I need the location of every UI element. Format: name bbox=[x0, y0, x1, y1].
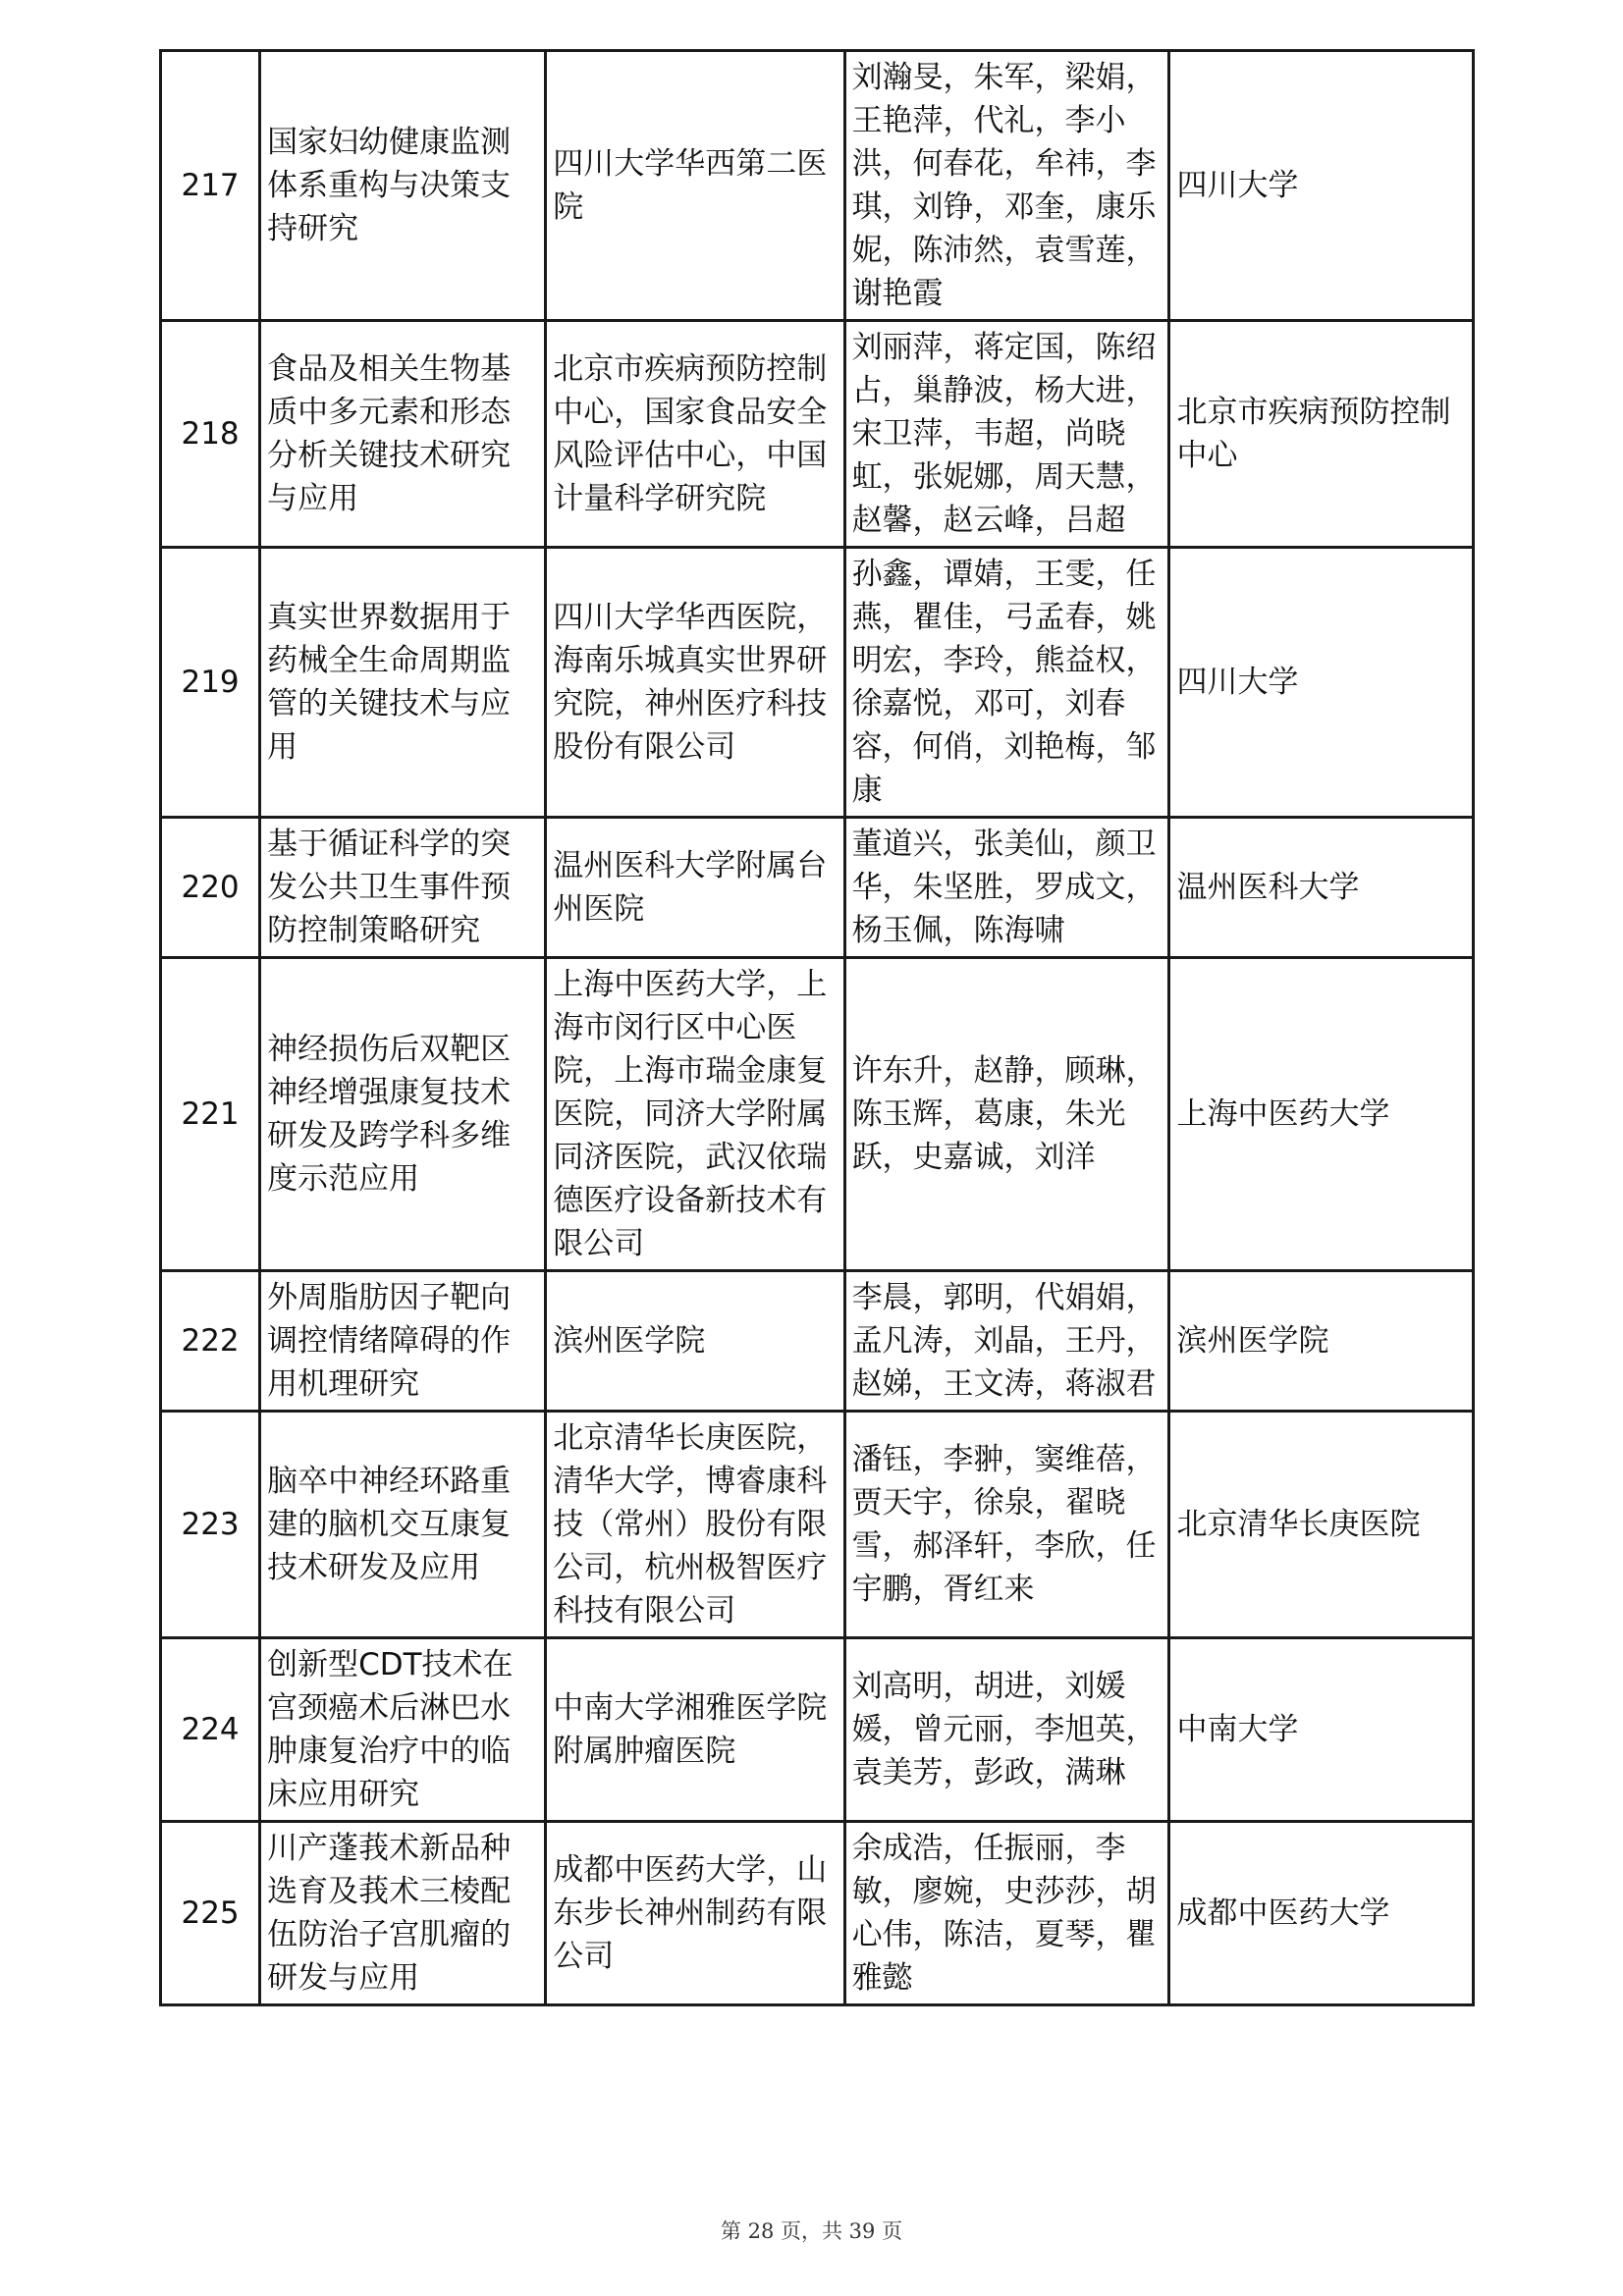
recommending-unit: 滨州医学院 bbox=[1169, 1271, 1474, 1412]
row-number: 221 bbox=[161, 958, 260, 1271]
table-row bbox=[161, 1638, 1474, 1822]
completing-units: 北京市疾病预防控制中心，国家食品安全风险评估中心，中国计量科学研究院 bbox=[546, 321, 844, 548]
row-number: 222 bbox=[161, 1271, 260, 1412]
table-row bbox=[161, 958, 1474, 1271]
table-row bbox=[161, 1412, 1474, 1638]
project-title: 真实世界数据用于药械全生命周期监管的关键技术与应用 bbox=[260, 548, 546, 818]
table-row bbox=[161, 321, 1474, 548]
project-title: 神经损伤后双靶区神经增强康复技术研发及跨学科多维度示范应用 bbox=[260, 958, 546, 1271]
recommending-unit: 成都中医药大学 bbox=[1169, 1822, 1474, 2005]
recommending-unit: 北京清华长庚医院 bbox=[1169, 1412, 1474, 1638]
award-table-body bbox=[161, 51, 1474, 2005]
row-number: 218 bbox=[161, 321, 260, 548]
row-number: 225 bbox=[161, 1822, 260, 2005]
recommending-unit: 上海中医药大学 bbox=[1169, 958, 1474, 1271]
completing-units: 中南大学湘雅医学院附属肿瘤医院 bbox=[546, 1638, 844, 1822]
award-table bbox=[159, 49, 1475, 2006]
recommending-unit: 温州医科大学 bbox=[1169, 818, 1474, 958]
recommending-unit: 北京市疾病预防控制中心 bbox=[1169, 321, 1474, 548]
page-footer: 第 28 页，共 39 页 bbox=[720, 2219, 903, 2243]
completing-people: 许东升，赵静，顾琳，陈玉辉，葛康，朱光跃，史嘉诚，刘洋 bbox=[844, 958, 1169, 1271]
project-title: 创新型CDT技术在宫颈癌术后淋巴水肿康复治疗中的临床应用研究 bbox=[260, 1638, 546, 1822]
row-number: 220 bbox=[161, 818, 260, 958]
project-title: 外周脂肪因子靶向调控情绪障碍的作用机理研究 bbox=[260, 1271, 546, 1412]
completing-people: 李晨，郭明，代娟娟，孟凡涛，刘晶，王丹，赵娣，王文涛，蒋淑君 bbox=[844, 1271, 1169, 1412]
project-title: 川产蓬莪术新品种选育及莪术三棱配伍防治子宫肌瘤的研发与应用 bbox=[260, 1822, 546, 2005]
recommending-unit: 四川大学 bbox=[1169, 548, 1474, 818]
completing-units: 上海中医药大学，上海市闵行区中心医院，上海市瑞金康复医院，同济大学附属同济医院，武汉依瑞德医疗设备新技术有限公司 bbox=[546, 958, 844, 1271]
completing-units: 北京清华长庚医院，清华大学，博睿康科技（常州）股份有限公司，杭州极智医疗科技有限公司 bbox=[546, 1412, 844, 1638]
recommending-unit: 四川大学 bbox=[1169, 51, 1474, 321]
project-title: 食品及相关生物基质中多元素和形态分析关键技术研究与应用 bbox=[260, 321, 546, 548]
completing-units: 滨州医学院 bbox=[546, 1271, 844, 1412]
table-row bbox=[161, 1822, 1474, 2005]
completing-units: 成都中医药大学，山东步长神州制药有限公司 bbox=[546, 1822, 844, 2005]
row-number: 223 bbox=[161, 1412, 260, 1638]
project-title: 国家妇幼健康监测体系重构与决策支持研究 bbox=[260, 51, 546, 321]
table-row bbox=[161, 548, 1474, 818]
recommending-unit: 中南大学 bbox=[1169, 1638, 1474, 1822]
row-number: 217 bbox=[161, 51, 260, 321]
completing-people: 董道兴，张美仙，颜卫华，朱坚胜，罗成文，杨玉佩，陈海啸 bbox=[844, 818, 1169, 958]
completing-people: 潘钰，李翀，窦维蓓，贾天宇，徐泉，翟晓雪，郝泽轩，李欣，任宇鹏，胥红来 bbox=[844, 1412, 1169, 1638]
completing-people: 刘丽萍，蒋定国，陈绍占，巢静波，杨大进，宋卫萍，韦超，尚晓虹，张妮娜，周天慧，赵馨，赵云峰，吕超 bbox=[844, 321, 1169, 548]
table-row bbox=[161, 818, 1474, 958]
completing-units: 温州医科大学附属台州医院 bbox=[546, 818, 844, 958]
table-row bbox=[161, 1271, 1474, 1412]
project-title: 基于循证科学的突发公共卫生事件预防控制策略研究 bbox=[260, 818, 546, 958]
completing-people: 余成浩，任振丽，李敏，廖婉，史莎莎，胡心伟，陈洁，夏琴，瞿雅懿 bbox=[844, 1822, 1169, 2005]
project-title: 脑卒中神经环路重建的脑机交互康复技术研发及应用 bbox=[260, 1412, 546, 1638]
row-number: 224 bbox=[161, 1638, 260, 1822]
completing-units: 四川大学华西医院，海南乐城真实世界研究院，神州医疗科技股份有限公司 bbox=[546, 548, 844, 818]
row-number: 219 bbox=[161, 548, 260, 818]
completing-people: 刘高明，胡进，刘媛媛，曾元丽，李旭英，袁美芳，彭政，满琳 bbox=[844, 1638, 1169, 1822]
completing-people: 刘瀚旻，朱军，梁娟，王艳萍，代礼，李小洪，何春花，牟祎，李琪，刘铮，邓奎，康乐妮，陈沛然，袁雪莲，谢艳霞 bbox=[844, 51, 1169, 321]
completing-units: 四川大学华西第二医院 bbox=[546, 51, 844, 321]
completing-people: 孙鑫，谭婧，王雯，任燕，瞿佳，弓孟春，姚明宏，李玲，熊益权，徐嘉悦，邓可，刘春容，何俏，刘艳梅，邹康 bbox=[844, 548, 1169, 818]
table-row bbox=[161, 51, 1474, 321]
